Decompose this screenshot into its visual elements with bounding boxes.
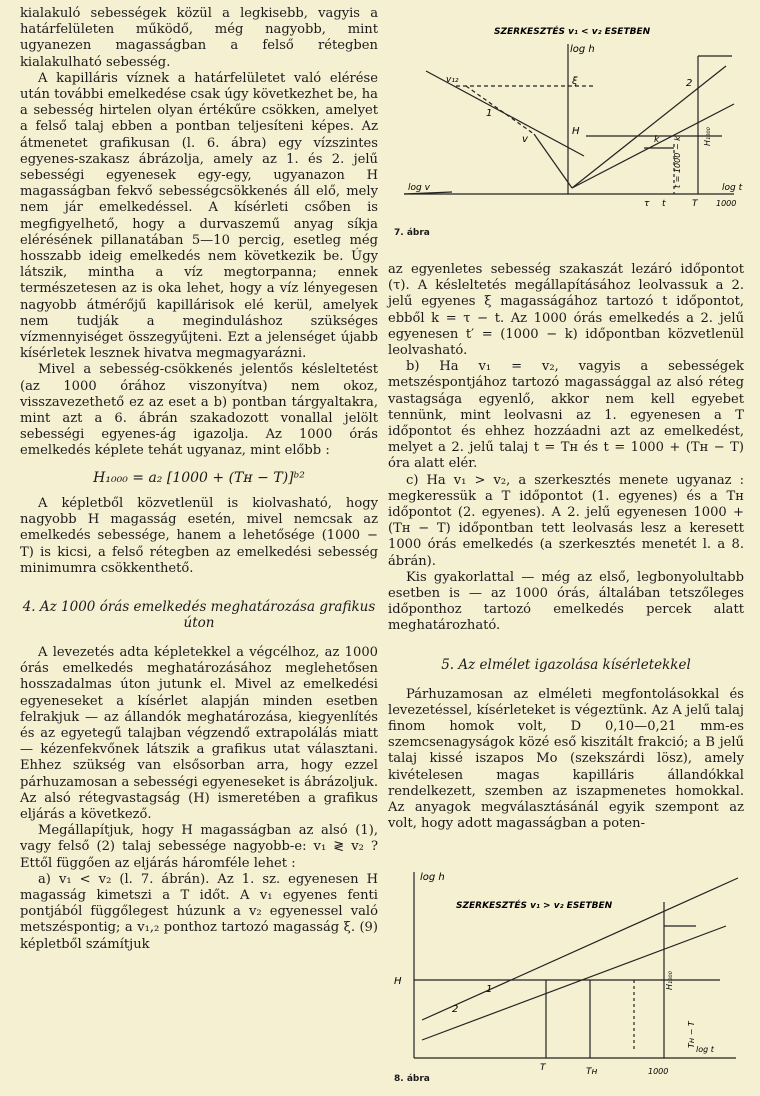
label-1: 1 [486,108,493,119]
paragraph: A kapilláris víznek a határfelületet való elérése után további emelkedése csak úgy következhet be, ha a sebesség hirtelen olyan értékűre csökken, amelyet a felső talaj ebben a pontban teljesíteni képes. Az átmenetet grafikusan (l. 6. ábra) egy vízszintes egyenes-szakasz ábrázolja, amely az 1. és 2. jelű sebességi egyenesek egy-egy, ugyanazon H magasságban fekvő sebességcsökkenés áll elő, mely nem jár emelkedéssel. A kísérleti csőben is megfigyelhető, hogy a durvaszemű anyag síkja elérésének pillanatában 5—10 percig, esetleg még hosszabb ideig emelkedés nem következik be. Úgy látszik, mintha a víz megtorpanna; ennek természetesen az is oka lehet, hogy a víz lényegesen nagyobb átmérőjű kapillárisok elé kerül, amelyek nem tudják a meginduláshoz szükséges vízmennyiséget összegyűjteni. Ezt a jelenséget újabb kísérletek lesznek hivatva megmagyarázni. [20,70,378,362]
formula-h1000: H₁₀₀₀ = a₂ [1000 + (Tʜ − T)]ᵇ² [93,469,305,486]
label-logh: log h [420,872,445,883]
line-2 [422,926,726,1040]
label-xi: ξ [572,76,578,87]
line-2 [572,66,726,188]
label-logt: log t [722,183,743,193]
label-1000: 1000 [716,199,737,208]
label-tht: Tʜ − T [687,1021,696,1048]
paragraph: kialakuló sebességek közül a legkisebb, vagyis a határfelületen működő, még nagyobb, mint ugyanezen magasságban a felső rétegben kialakulható sebesség. [20,6,378,70]
label-v: v [522,134,528,145]
label-H: H [394,976,402,987]
label-k: k [654,135,660,145]
paragraph: a) v₁ < v₂ (l. 7. ábrán). Az 1. sz. egyenesen H magasság kimetszi a T időt. A v₁ egyenes fenti pontjából függőlegest húzunk a v₂ egyenessel való metszéspontig; a v₁,₂ ponthoz tartozó magasság ξ. (9) képletből számítjuk [20,871,378,952]
paragraph: Kis gyakorlattal — még az első, legbonyolultabb esetben is — az 1000 órás, általában tetszőleges időponthoz tartozó emelkedés percek alatt meghatározható. [388,569,744,634]
label-tk: t = 1000 − k [673,136,682,188]
section-heading-4: 4. Az 1000 órás emelkedés meghatározása grafikus úton [22,598,376,631]
figure-7-title: SZERKESZTÉS v₁ < v₂ ESETBEN [494,27,651,37]
figure-8-caption: 8. ábra [394,1074,430,1084]
label-h1000: H₁₀₀₀ [703,127,712,146]
paragraph: c) Ha v₁ > v₂, a szerkesztés menete ugyanaz : megkeressük a T időpontot (1. egyenes) és a Tʜ időpontot (2. egyenes). A 2. jelű egyenesen 1000 + (Tʜ − T) időpontban tett leolvasás lesz a keresett 1000 órás emelkedés (a szerkesztés menetét l. a 8. ábrán). [388,472,744,569]
section-heading-5: 5. Az elmélet igazolása kísérletekkel [441,656,691,673]
paragraph: Párhuzamosan az elméleti megfontolásokkal és levezetéssel, kísérleteket is végeztünk. Az A jelű talaj finom homok volt, D 0,10—0,21 mm-es szemcsenagyságok közé eső kiszitált frakció; a B jelű talaj kissé iszapos Mo (szekszárdi lösz), amely kivételesen magas kapilláris állandókkal rendelkezett, szemben az iszapmenetes homokkal. Az anyagok megválasztásánál egyik szempont az volt, hogy adott magasságban a poten- [388,686,744,832]
figure-7-caption: 7. ábra [394,228,430,238]
figure-8-diagram [386,862,746,1090]
paragraph: Megállapítjuk, hogy H magasságban az alsó (1), vagy felső (2) talaj sebessége nagyobb-e: v₁ ≷ v₂ ? Ettől függően az eljárás háromféle lehet : [20,823,378,871]
paragraph: A képletből közvetlenül is kiolvasható, hogy nagyobb H magasság esetén, mivel nemcsak az emelkedés sebessége, hanem a lehetősége (1000 − T) is kicsi, a felső rétegben az emelkedési sebesség minimumra csökkenthető. [20,495,378,576]
label-logv: log v [408,183,430,193]
paragraph: az egyenletes sebesség szakaszát lezáró időpontot (τ). A késleltetés megállapításához leolvassuk a 2. jelű egyenes ξ magasságához tartozó t időpontot, ebből k = τ − t. Az 1000 órás emelkedés a 2. jelű egyenesen t′ = (1000 − k) időpontban közvetlenül leolvasható. [388,262,744,359]
label-1: 1 [486,984,493,995]
label-2: 2 [452,1004,459,1015]
label-T: T [540,1063,546,1073]
label-t: t [662,199,666,209]
paragraph: b) Ha v₁ = v₂, vagyis a sebességek metszéspontjához tartozó magassággal az alsó réteg vastagsága egyenlő, akkor nem kell egyebet tennünk, mint leolvasni az 1. egyenesen a T időpontot és ehhez hozzáadni azt az emelkedést, melyet a 2. jelű talaj t = Tʜ és t = 1000 + (Tʜ − T) óra alatt elér. [388,359,744,472]
label-logt: log t [696,1045,714,1054]
right-column [388,262,744,833]
figure-7 [386,16,746,256]
line-v2-left [534,134,572,188]
label-1000: 1000 [648,1067,669,1076]
paragraph: Mivel a sebesség-csökkenés jelentős késleltetést (az 1000 órához viszonyítva) nem okoz, visszavezethető ez az eset a b) pontban tárgyaltakra, mint azt a 6. ábrán szakadozott vonallal jelölt sebességi egyenes-ág igazolja. Az 1000 órás emelkedés képlete tehát ugyanaz, mint előbb : [20,362,378,459]
paragraph: A levezetés adta képletekkel a végcélhoz, az 1000 órás emelkedés meghatározásához meglehetősen hosszadalmas úton jutunk el. Mivel az emelkedési egyeneseket a kísérlet alapján minden esetben felrakjuk — az állandók meghatározása, kiegyenlítés és az egyetegű talajban végzendő extrapolálás miatt — kézenfekvőnek látszik a grafikus utat választani. Ehhez szükség van elsősorban arra, hogy ezzel párhuzamosan a sebességi egyeneseket is ábrázoljuk. Az alsó rétegvastagság (H) ismeretében a grafikus eljárás a következő. [20,644,378,822]
label-2: 2 [686,78,693,89]
label-T: T [692,199,698,209]
figure-8-title: SZERKESZTÉS v₁ > v₂ ESETBEN [456,901,613,911]
line-dashed [466,86,534,134]
label-h1000: H₁₀₀₀ [665,971,674,990]
label-tau: τ [644,199,650,209]
line-1 [422,878,738,1020]
label-H: H [572,126,580,137]
label-logh: log h [570,44,595,55]
label-TH: Tʜ [586,1067,598,1077]
label-v12: v₁₂ [446,75,459,85]
left-column [20,6,378,953]
figure-8 [386,862,746,1090]
figure-7-diagram [386,16,746,256]
